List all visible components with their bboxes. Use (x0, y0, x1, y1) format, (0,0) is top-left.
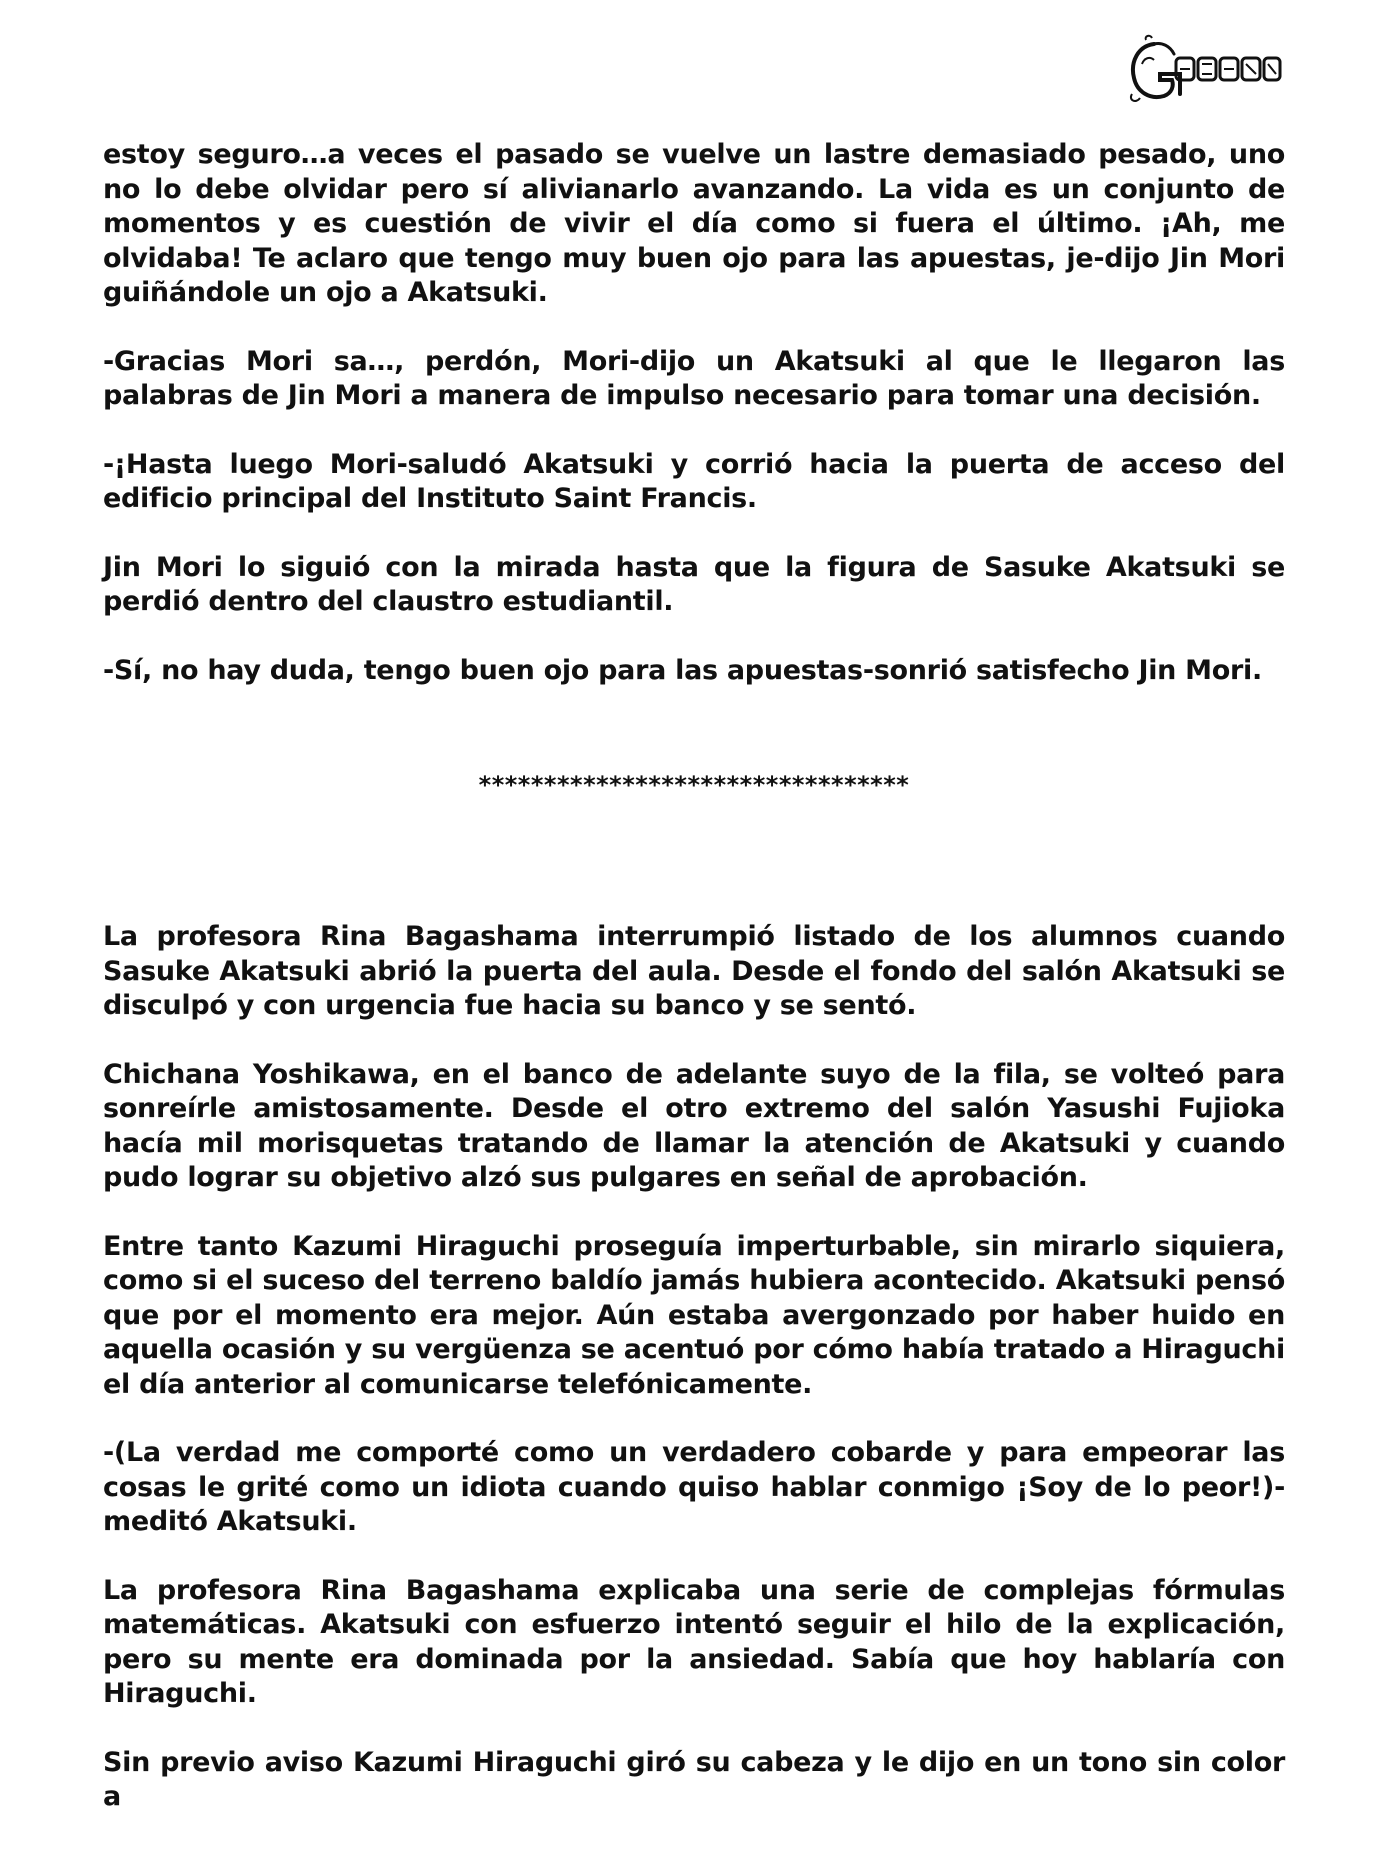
paragraph: -(La verdad me comporté como un verdadero cobarde y para empeorar las cosas le grité como un idiota cuando quiso hablar conmigo ¡Soy de lo peor!)-meditó Akatsuki. (103, 1437, 1285, 1537)
paragraph: -Gracias Mori sa…, perdón, Mori-dijo un Akatsuki al que le llegaron las palabras de Jin Mori a manera de impulso necesario para tomar una decisión. (103, 345, 1285, 411)
paragraph: -¡Hasta luego Mori-saludó Akatsuki y corrió hacia la puerta de acceso del edificio principal del Instituto Saint Francis. (103, 448, 1285, 514)
paragraph: Chichana Yoshikawa, en el banco de adelante suyo de la fila, se volteó para sonreírle amistosamente. Desde el otro extremo del salón Yasushi Fujioka hacía mil morisquetas tratando de llamar la atención de Akatsuki y cuando pudo lograr su objetivo alzó sus pulgares en señal de aprobación. (103, 1058, 1285, 1193)
paragraph: La profesora Rina Bagashama interrumpió listado de los alumnos cuando Sasuke Akatsuki abrió la puerta del aula. Desde el fondo del salón Akatsuki se disculpó y con urgencia fue hacia su banco y se sentó. (103, 921, 1285, 1021)
paragraph: Sin previo aviso Kazumi Hiraguchi giró su cabeza y le dijo en un tono sin color a (103, 1746, 1285, 1812)
gacsus-logo (1124, 34, 1284, 106)
section-separator: ********************************* (478, 771, 910, 799)
paragraph: -Sí, no hay duda, tengo buen ojo para las apuestas-sonrió satisfecho Jin Mori. (103, 654, 1262, 686)
paragraph: Jin Mori lo siguió con la mirada hasta que la figura de Sasuke Akatsuki se perdió dentro del claustro estudiantil. (103, 551, 1285, 617)
paragraph: Entre tanto Kazumi Hiraguchi proseguía imperturbable, sin mirarlo siquiera, como si el suceso del terreno baldío jamás hubiera acontecido. Akatsuki pensó que por el momento era mejor. Aún estaba avergonzado por haber huido en aquella ocasión y su vergüenza se acentuó por cómo había tratado a Hiraguchi el día anterior al comunicarse telefónicamente. (103, 1230, 1285, 1400)
document-body (103, 138, 1285, 1849)
paragraph: estoy seguro…a veces el pasado se vuelve un lastre demasiado pesado, uno no lo debe olvidar pero sí alivianarlo avanzando. La vida es un conjunto de momentos y es cuestión de vivir el día como si fuera el último. ¡Ah, me olvidaba! Te aclaro que tengo muy buen ojo para las apuestas, je-dijo Jin Mori guiñándole un ojo a Akatsuki. (103, 139, 1285, 308)
paragraph: La profesora Rina Bagashama explicaba una serie de complejas fórmulas matemáticas. Akatsuki con esfuerzo intentó seguir el hilo de la explicación, pero su mente era dominada por la ansiedad. Sabía que hoy hablaría con Hiraguchi. (103, 1574, 1285, 1709)
